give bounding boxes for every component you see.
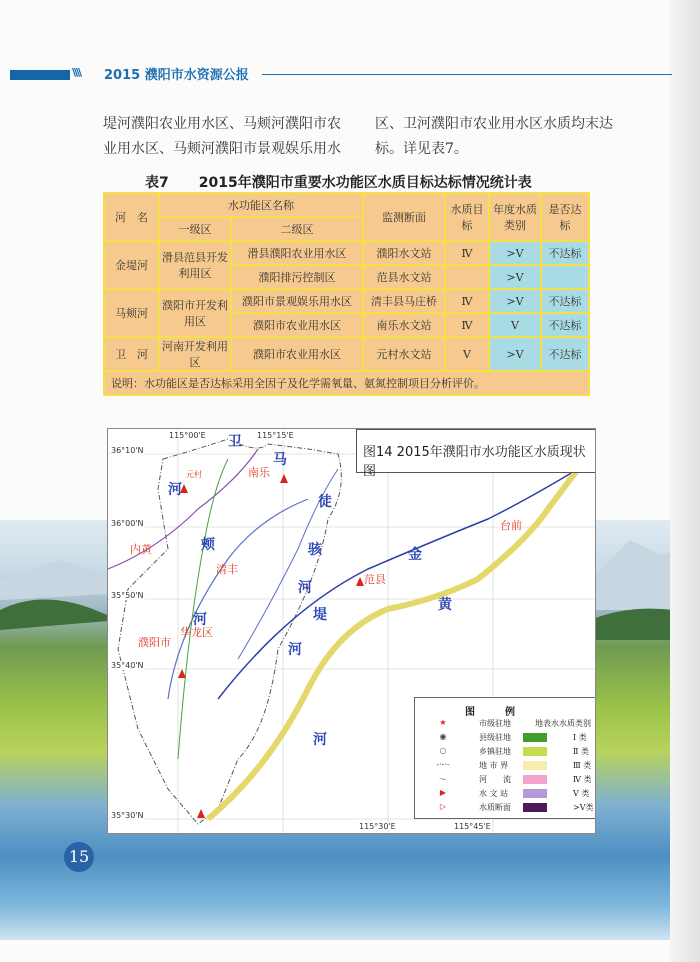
table-label: 表7 xyxy=(145,175,169,191)
cell-section: 清丰县马庄桥 xyxy=(363,289,445,313)
map-legend xyxy=(414,697,596,819)
map-title: 图14 2015年濮阳市水功能区水质现状图 xyxy=(356,429,596,473)
cell-level2: 濮阳排污控制区 xyxy=(231,265,363,289)
text-line: 业用水区、马颊河濮阳市景观娱乐用水 xyxy=(103,141,341,157)
legend-row xyxy=(415,774,595,788)
text-line: 标。详见表7。 xyxy=(375,141,468,157)
cell-annual: >Ⅴ xyxy=(489,289,541,313)
county-seat-icon: ◉ xyxy=(439,732,447,741)
river-label: 河 xyxy=(313,732,327,748)
legend-class: Ⅱ 类 xyxy=(573,747,589,756)
class-swatch xyxy=(523,789,547,798)
city-label: 范县 xyxy=(364,573,386,586)
coord-label: 115°30'E xyxy=(359,822,396,831)
table-row xyxy=(104,337,589,371)
cell-level1: 濮阳市开发利用区 xyxy=(159,289,231,337)
class-swatch xyxy=(523,733,547,742)
river-label: 河 xyxy=(298,580,312,596)
boundary-line-icon: -·-·- xyxy=(436,760,450,769)
legend-class: Ⅳ 类 xyxy=(573,775,592,784)
cell-annual: >Ⅴ xyxy=(489,337,541,371)
cell-river: 马颊河 xyxy=(104,289,159,337)
city-label: 濮阳市 xyxy=(138,636,171,649)
hydro-station-icon xyxy=(197,809,205,818)
city-label: 清丰 xyxy=(216,563,238,576)
text-right-column xyxy=(375,112,613,162)
river-label: 卫 xyxy=(228,434,242,450)
table-title: 2015年濮阳市重要水功能区水质目标达标情况统计表 xyxy=(198,175,532,191)
cell-annual: >Ⅴ xyxy=(489,265,541,289)
river-label: 徒 xyxy=(318,494,332,510)
header-level1: 一级区 xyxy=(159,217,231,241)
river-label: 河 xyxy=(193,612,207,628)
hydro-station-icon xyxy=(356,577,364,586)
legend-label: 市级驻地 xyxy=(479,719,511,728)
class-swatch xyxy=(523,803,547,812)
river-label: 河 xyxy=(168,482,182,498)
text-line: 区、卫河濮阳市农业用水区水质均末达 xyxy=(375,116,613,132)
header-slashes: \\\\ xyxy=(72,66,81,79)
cell-meets: 不达标 xyxy=(541,313,589,337)
table-row xyxy=(104,241,589,265)
header-meets: 是否达标 xyxy=(541,193,589,241)
header-section: 监测断面 xyxy=(363,193,445,241)
jindi-river xyxy=(218,469,578,699)
coord-label: 36°10'N xyxy=(111,446,144,455)
table-header-row xyxy=(104,193,589,217)
legend-row xyxy=(415,802,595,816)
river-label: 金 xyxy=(408,547,422,563)
cell-annual: >Ⅴ xyxy=(489,241,541,265)
water-quality-table xyxy=(103,192,590,396)
coord-label: 35°40'N xyxy=(111,661,144,670)
river-line-icon: ～ xyxy=(439,775,447,784)
city-label: 台前 xyxy=(500,519,522,532)
legend-class: Ⅲ 类 xyxy=(573,761,592,770)
cell-section: 南乐水文站 xyxy=(363,313,445,337)
river-label: 颊 xyxy=(201,537,215,553)
legend-label: 乡镇驻地 xyxy=(479,747,511,756)
table-caption xyxy=(145,172,562,192)
hydro-station-icon: ▶ xyxy=(439,788,447,797)
coord-label: 35°50'N xyxy=(111,591,144,600)
hydro-station-icon xyxy=(178,669,186,678)
cell-level2: 滑县濮阳农业用水区 xyxy=(231,241,363,265)
legend-class: >Ⅴ类 xyxy=(573,803,594,812)
cell-meets: 不达标 xyxy=(541,289,589,313)
page-number: 15 xyxy=(64,842,94,872)
city-label: 内黄 xyxy=(130,543,152,556)
header-level2: 二级区 xyxy=(231,217,363,241)
cell-section: 范县水文站 xyxy=(363,265,445,289)
cell-meets xyxy=(541,265,589,289)
header-rule xyxy=(262,74,672,75)
legend-row xyxy=(415,732,595,746)
cell-meets: 不达标 xyxy=(541,337,589,371)
header-annual: 年度水质类别 xyxy=(489,193,541,241)
legend-title: 图例 xyxy=(465,707,545,718)
coord-label: 115°15'E xyxy=(257,431,294,440)
city-label: 元村 xyxy=(186,470,202,479)
legend-label: 水质断面 xyxy=(479,803,511,812)
cell-river: 卫 河 xyxy=(104,337,159,371)
legend-label: 河 流 xyxy=(479,775,511,784)
coord-label: 35°30'N xyxy=(111,811,144,820)
cell-meets: 不达标 xyxy=(541,241,589,265)
river-label: 堤 xyxy=(313,607,327,623)
cell-target: Ⅳ xyxy=(445,313,489,337)
cell-target: Ⅳ xyxy=(445,289,489,313)
page-edge xyxy=(670,0,700,962)
river-label: 河 xyxy=(288,642,302,658)
cell-annual: Ⅴ xyxy=(489,313,541,337)
water-function-zone-map xyxy=(107,428,596,834)
table-row xyxy=(104,289,589,313)
coord-label: 36°00'N xyxy=(111,519,144,528)
cell-level1: 河南开发利用区 xyxy=(159,337,231,371)
city-boundary xyxy=(118,439,341,824)
coord-label: 115°45'E xyxy=(454,822,491,831)
town-icon: ○ xyxy=(439,746,447,755)
legend-row xyxy=(415,746,595,760)
legend-subtitle: 地表水水质类别 xyxy=(535,719,591,728)
header-title: 2015 濮阳市水资源公报 xyxy=(104,68,249,83)
text-line: 堤河濮阳农业用水区、马颊河濮阳市农 xyxy=(103,116,341,132)
river-label: 马 xyxy=(273,452,287,468)
class-swatch xyxy=(523,747,547,756)
table-note: 说明：水功能区是否达标采用全因子及化学需氧量、氨氮控制项目分析评价。 xyxy=(104,371,589,395)
section-marker-icon: ▷ xyxy=(439,802,447,811)
legend-row xyxy=(415,788,595,802)
star-icon: ★ xyxy=(439,718,447,727)
legend-class: Ⅴ 类 xyxy=(573,789,590,798)
legend-label: 县级驻地 xyxy=(479,733,511,742)
header-zone-name: 水功能区名称 xyxy=(159,193,363,217)
header-bar xyxy=(10,70,70,80)
city-label: 南乐 xyxy=(248,466,270,479)
text-left-column xyxy=(103,112,341,162)
class-swatch xyxy=(523,775,547,784)
legend-row xyxy=(415,760,595,774)
river-label: 骇 xyxy=(308,542,322,558)
header-river: 河 名 xyxy=(104,193,159,241)
legend-class: Ⅰ 类 xyxy=(573,733,587,742)
cell-level2: 濮阳市景观娱乐用水区 xyxy=(231,289,363,313)
city-label: 华龙区 xyxy=(180,626,213,639)
class-swatch xyxy=(523,761,547,770)
header-target: 水质目标 xyxy=(445,193,489,241)
cell-section: 元村水文站 xyxy=(363,337,445,371)
cell-level1: 滑县范县开发利用区 xyxy=(159,241,231,289)
cell-river: 金堤河 xyxy=(104,241,159,289)
legend-row xyxy=(415,718,595,732)
table-note-row xyxy=(104,371,589,395)
cell-target: Ⅳ xyxy=(445,241,489,265)
legend-label: 地 市 界 xyxy=(479,761,509,770)
legend-label: 水 文 站 xyxy=(479,789,509,798)
cell-level2: 濮阳市农业用水区 xyxy=(231,337,363,371)
cell-section: 濮阳水文站 xyxy=(363,241,445,265)
cell-target xyxy=(445,265,489,289)
cell-level2: 濮阳市农业用水区 xyxy=(231,313,363,337)
river-label: 黄 xyxy=(438,597,452,613)
coord-label: 115°00'E xyxy=(169,431,206,440)
cell-target: Ⅴ xyxy=(445,337,489,371)
hydro-station-icon xyxy=(280,474,288,483)
